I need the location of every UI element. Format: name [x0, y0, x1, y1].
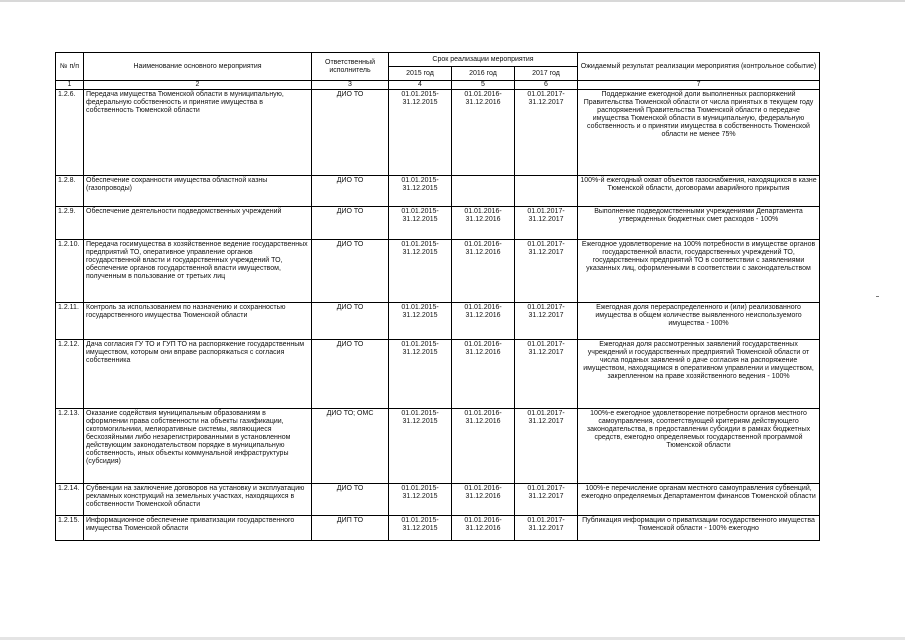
row-name: Контроль за использованием по назначению и сохранностью государственного имущества Тюменской области: [84, 303, 312, 340]
header-year-2015: 2015 год: [389, 67, 452, 81]
row-period-2016: 01.01.2016-31.12.2016: [452, 303, 515, 340]
column-number: 5: [452, 81, 515, 90]
row-period-2017: 01.01.2017-31.12.2017: [515, 303, 578, 340]
row-name: Передача госимущества в хозяйственное ведение государственных предприятий ТО, оперативное управление органов государственной власти и государственных учреждений ТО, обеспечение органов государственной власти имуществом, полученным в пользование от третьих лиц: [84, 240, 312, 303]
row-period-2016: 01.01.2016-31.12.2016: [452, 516, 515, 541]
row-period-2016: 01.01.2016-31.12.2016: [452, 207, 515, 240]
row-name: Обеспечение деятельности подведомственных учреждений: [84, 207, 312, 240]
table-row: [56, 409, 820, 484]
row-period-2016: 01.01.2016-31.12.2016: [452, 409, 515, 484]
row-result: Ежегодное удовлетворение на 100% потребности в имуществе органов государственной власти, государственных учреждений ТО, государственных предприятий ТО в соответствии с заявлениями указанных лиц, оформленными в соответствии с законодательством: [578, 240, 820, 303]
row-period-2015: 01.01.2015-31.12.2015: [389, 207, 452, 240]
table-row: [56, 240, 820, 303]
row-num: 1.2.15.: [56, 516, 84, 541]
row-result: Выполнение подведомственными учреждениями Департамента утвержденных бюджетных смет расходов - 100%: [578, 207, 820, 240]
row-responsible: ДИО ТО: [312, 90, 389, 176]
row-period-2015: 01.01.2015-31.12.2015: [389, 240, 452, 303]
row-period-2017: [515, 176, 578, 207]
header-year-2016: 2016 год: [452, 67, 515, 81]
row-result: Публикация информации о приватизации государственного имущества Тюменской области - 100% ежегодно: [578, 516, 820, 541]
row-num: 1.2.6.: [56, 90, 84, 176]
row-name: Оказание содействия муниципальным образованиям в оформлении права собственности на объекты газификации, скотомогильники, мелиоративные системы, являющиеся бесхозяйными либо незарегистрированными в установленном действующим законодательством порядке в муниципальную собственность, иных объекты коммунальной инфраструктуры (субсидия): [84, 409, 312, 484]
scan-speck: [876, 296, 879, 297]
column-number: 2: [84, 81, 312, 90]
scan-edge-top: [0, 0, 905, 2]
row-responsible: ДИП ТО: [312, 516, 389, 541]
table-row: [56, 176, 820, 207]
activities-table: [55, 52, 820, 541]
row-period-2015: 01.01.2015-31.12.2015: [389, 340, 452, 409]
row-num: 1.2.10.: [56, 240, 84, 303]
header-result: Ожидаемый результат реализации мероприятия (контрольное событие): [578, 53, 820, 81]
row-responsible: ДИО ТО: [312, 484, 389, 516]
table-row: [56, 516, 820, 541]
row-result: 100%-й ежегодный охват объектов газоснабжения, находящихся в казне Тюменской области, договорами аварийного прикрытия: [578, 176, 820, 207]
table-row: [56, 340, 820, 409]
row-num: 1.2.9.: [56, 207, 84, 240]
row-period-2017: 01.01.2017-31.12.2017: [515, 207, 578, 240]
column-number: 3: [312, 81, 389, 90]
header-num: № п/п: [56, 53, 84, 81]
row-period-2017: 01.01.2017-31.12.2017: [515, 409, 578, 484]
row-period-2016: 01.01.2016-31.12.2016: [452, 240, 515, 303]
row-name: Обеспечение сохранности имущества областной казны (газопроводы): [84, 176, 312, 207]
row-name: Передача имущества Тюменской области в муниципальную, федеральную собственность и принятие имущества в собственность Тюменской области: [84, 90, 312, 176]
row-responsible: ДИО ТО; ОМС: [312, 409, 389, 484]
header-year-2017: 2017 год: [515, 67, 578, 81]
row-period-2017: 01.01.2017-31.12.2017: [515, 340, 578, 409]
column-number: 4: [389, 81, 452, 90]
row-period-2016: 01.01.2016-31.12.2016: [452, 90, 515, 176]
row-num: 1.2.13.: [56, 409, 84, 484]
row-name: Информационное обеспечение приватизации государственного имущества Тюменской области: [84, 516, 312, 541]
row-result: Поддержание ежегодной доли выполненных распоряжений Правительства Тюменской области от числа принятых в текущем году распоряжений Правительства Тюменской области о передаче имущества Тюменской области в муниципальную, федеральную собственность и о принятии имущества в собственность Тюменской области не менее 75%: [578, 90, 820, 176]
header-row-main: [56, 53, 820, 67]
row-name: Дача согласия ГУ ТО и ГУП ТО на распоряжение государственным имуществом, которым они вправе распоряжаться с согласия собственника: [84, 340, 312, 409]
row-responsible: ДИО ТО: [312, 340, 389, 409]
header-period: Срок реализации мероприятия: [389, 53, 578, 67]
row-responsible: ДИО ТО: [312, 207, 389, 240]
table-row: [56, 207, 820, 240]
row-num: 1.2.11.: [56, 303, 84, 340]
row-result: Ежегодная доля перераспределенного и (или) реализованного имущества в общем количестве выявленного неиспользуемого имущества - 100%: [578, 303, 820, 340]
row-responsible: ДИО ТО: [312, 303, 389, 340]
column-number: 6: [515, 81, 578, 90]
row-period-2015: 01.01.2015-31.12.2015: [389, 90, 452, 176]
row-period-2017: 01.01.2017-31.12.2017: [515, 484, 578, 516]
row-period-2017: 01.01.2017-31.12.2017: [515, 90, 578, 176]
row-period-2016: 01.01.2016-31.12.2016: [452, 340, 515, 409]
row-num: 1.2.8.: [56, 176, 84, 207]
row-period-2015: 01.01.2015-31.12.2015: [389, 303, 452, 340]
table-row: [56, 90, 820, 176]
header-responsible: Ответственный исполнитель: [312, 53, 389, 81]
row-period-2015: 01.01.2015-31.12.2015: [389, 484, 452, 516]
row-num: 1.2.14.: [56, 484, 84, 516]
row-name: Субвенции на заключение договоров на установку и эксплуатацию рекламных конструкций на земельных участках, находящихся в собственности Тюменской области: [84, 484, 312, 516]
row-responsible: ДИО ТО: [312, 176, 389, 207]
column-number-row: [56, 81, 820, 90]
row-period-2015: 01.01.2015-31.12.2015: [389, 409, 452, 484]
table-row: [56, 484, 820, 516]
row-num: 1.2.12.: [56, 340, 84, 409]
row-period-2016: 01.01.2016-31.12.2016: [452, 484, 515, 516]
row-period-2017: 01.01.2017-31.12.2017: [515, 516, 578, 541]
row-result: Ежегодная доля рассмотренных заявлений государственных учреждений и государственных предприятий Тюменской области от числа поданых заявлений о даче согласия на распоряжение имуществом, находящимся в оперативном управлении и имуществом, закрепленном на праве хозяйственного ведения - 100%: [578, 340, 820, 409]
column-number: 7: [578, 81, 820, 90]
column-number: 1: [56, 81, 84, 90]
row-period-2016: [452, 176, 515, 207]
row-period-2017: 01.01.2017-31.12.2017: [515, 240, 578, 303]
row-responsible: ДИО ТО: [312, 240, 389, 303]
row-period-2015: 01.01.2015-31.12.2015: [389, 176, 452, 207]
row-period-2015: 01.01.2015-31.12.2015: [389, 516, 452, 541]
row-result: 100%-е перечисление органам местного самоуправления субвенций, ежегодно определяемых Департаментом финансов Тюменской области: [578, 484, 820, 516]
header-name: Наименование основного мероприятия: [84, 53, 312, 81]
row-result: 100%-е ежегодное удовлетворение потребности органов местного самоуправления, соответствующей критериям действующего законодательства, в предоставлении субсидии в рамках бюджетных средств, ежегодно определяемых государственной программой Тюменской области: [578, 409, 820, 484]
table-row: [56, 303, 820, 340]
